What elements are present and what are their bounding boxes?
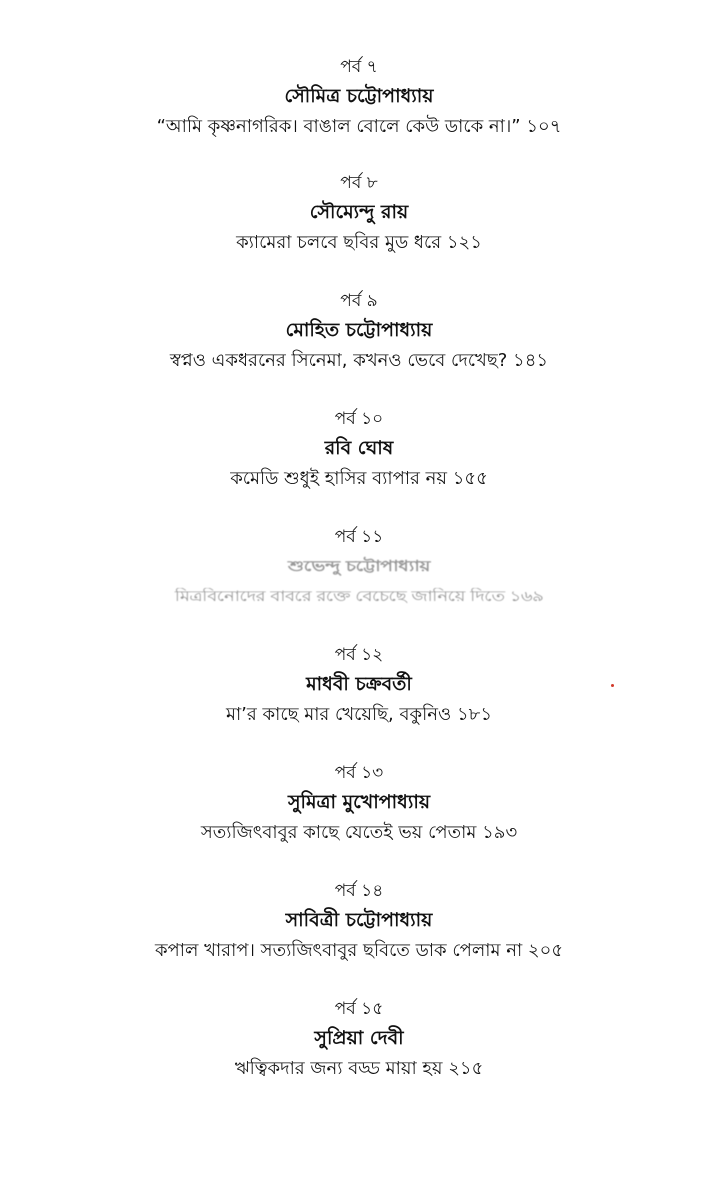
part-number: পর্ব ১৪	[334, 881, 384, 901]
person-name: মাধবী চক্রবর্তী	[306, 673, 412, 695]
person-name: সাবিত্রী চট্টোপাধ্যায়	[285, 909, 433, 931]
part-number: পর্ব ৭	[340, 57, 378, 77]
entry-part-14	[0, 880, 718, 963]
chapter-title: মিত্রবিনোদের বাবরে রক্তে বেচেছে জানিয়ে দিতে ১৬৯	[174, 588, 544, 605]
entry-part-7	[0, 56, 718, 139]
entry-part-9	[0, 290, 718, 373]
person-name: মোহিত চট্টোপাধ্যায়	[285, 319, 433, 341]
part-number: পর্ব ১২	[334, 645, 384, 665]
part-number: পর্ব ৯	[340, 291, 378, 311]
part-number: পর্ব ১১	[334, 527, 384, 547]
entry-part-13	[0, 762, 718, 845]
part-number: পর্ব ৮	[340, 173, 378, 193]
person-name: সুপ্রিয়া দেবী	[314, 1027, 404, 1049]
part-number: পর্ব ১০	[334, 409, 384, 429]
person-name: রবি ঘোষ	[324, 437, 394, 459]
ink-speck	[611, 684, 614, 687]
person-name: শুভেন্দু চট্টোপাধ্যায়	[287, 557, 431, 575]
chapter-title: কপাল খারাপ। সত্যজিৎবাবুর ছবিতে ডাক পেলাম না ২০৫	[154, 940, 564, 961]
person-name: সৌমিত্র চট্টোপাধ্যায়	[284, 85, 434, 107]
entry-part-10	[0, 408, 718, 491]
entry-part-15	[0, 998, 718, 1081]
person-name: সৌম্যেন্দু রায়	[309, 201, 409, 223]
chapter-title: “আমি কৃষ্ণনাগরিক। বাঙাল বোলে কেউ ডাকে না।” ১০৭	[156, 116, 562, 137]
chapter-title: মা’র কাছে মার খেয়েছি, বকুনিও ১৮১	[225, 704, 493, 725]
chapter-title: সত্যজিৎবাবুর কাছে যেতেই ভয় পেতাম ১৯৩	[200, 822, 518, 843]
chapter-title: কমেডি শুধুই হাসির ব্যাপার নয় ১৫৫	[230, 468, 488, 489]
part-number: পর্ব ১৫	[334, 999, 384, 1019]
chapter-title: ঋত্বিকদার জন্য বড্ড মায়া হয় ২১৫	[234, 1058, 484, 1079]
part-number: পর্ব ১৩	[334, 763, 384, 783]
chapter-title: স্বপ্নও একধরনের সিনেমা, কখনও ভেবে দেখেছ? ১৪১	[169, 350, 549, 371]
entry-part-11	[0, 526, 718, 609]
entry-part-8	[0, 172, 718, 255]
chapter-title: ক্যামেরা চলবে ছবির মুড ধরে ১২১	[236, 232, 482, 253]
person-name: সুমিত্রা মুখোপাধ্যায়	[287, 791, 431, 813]
